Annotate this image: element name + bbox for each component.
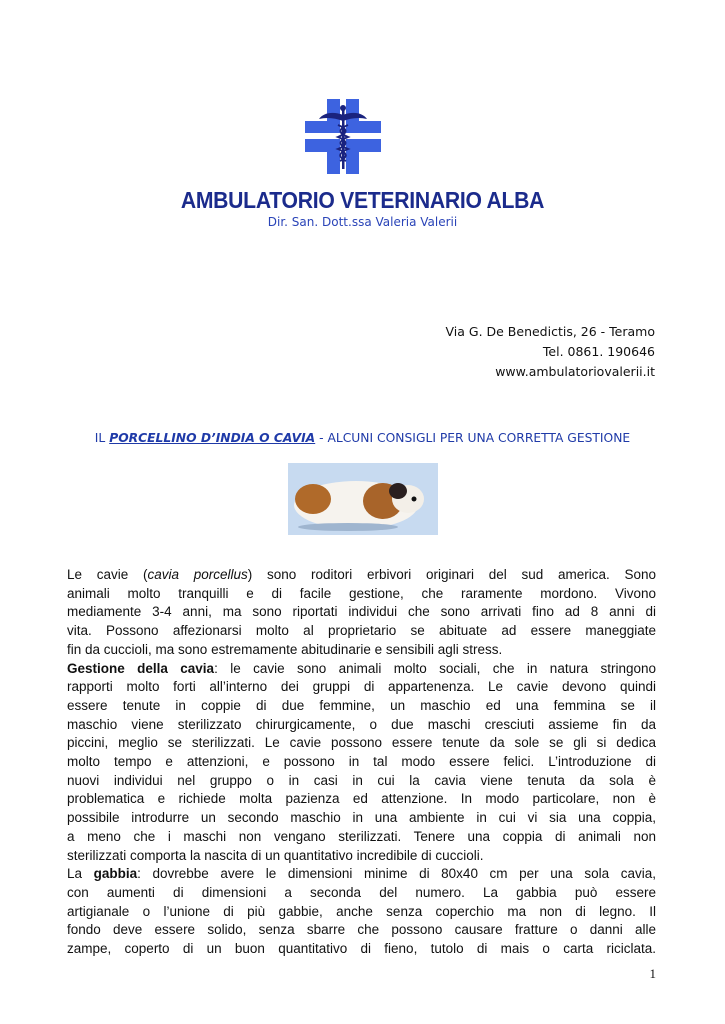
guinea-pig-photo: [288, 463, 438, 535]
body-text: [67, 566, 656, 959]
body-line: animali molto tranquilli e di facile gestione, che raramente mordono. Vivono: [67, 585, 656, 601]
body-line: mediamente 3-4 anni, ma sono riportati individui che sono arrivati fino ad 8 anni di: [67, 604, 656, 620]
address: Via G. De Benedictis, 26 - Teramo: [445, 324, 655, 339]
body-line: molto tempo e attenzioni, e possono in tal modo essere felici. L’introduzione di: [67, 754, 656, 770]
body-line: Le cavie (cavia porcellus) sono roditori erbivori originari del sud america. Sono: [67, 567, 657, 582]
body-line: essere tenute in coppie di due femmine, un maschio ed una femmina se il: [67, 697, 656, 713]
heading-emphasis: PORCELLINO D’INDIA O CAVIA: [109, 431, 316, 445]
body-line: piccini, meglio se sterilizzati. Le cavie possono essere tenute da sole se gli si dedica: [67, 735, 656, 751]
page-number: 1: [649, 966, 656, 981]
contact-block: [446, 322, 656, 382]
body-line: fondo deve essere solido, senza sbarre che possono causare fratture o danni alle: [67, 922, 656, 938]
body-line: La gabbia: dovrebbe avere le dimensioni minime di 80x40 cm per una sola cavia,: [67, 866, 656, 882]
subheading-gabbia: gabbia: [93, 866, 138, 882]
section-heading: [0, 431, 725, 445]
subheading-gestione: Gestione della cavia: [67, 660, 215, 676]
body-line: artigianale o l’unione di più gabbie, anche senza coperchio ma non di legno. Il: [67, 903, 656, 919]
body-line: con aumenti di dimensioni a seconda del numero. La gabbia può essere: [67, 884, 656, 900]
latin-name: cavia porcellus: [147, 567, 248, 582]
body-line: a meno che i maschi non vengano sterilizzati. Tenere una coppia di animali non: [67, 828, 656, 844]
body-line: possibile introdurre un secondo maschio in una ambiente in cui vi sia una coppia,: [67, 810, 656, 826]
clinic-name: AMBULATORIO VETERINARIO ALBA: [180, 187, 545, 213]
phone: Tel. 0861. 190646: [542, 344, 655, 359]
body-line: zampe, coperto di un buon quantitativo di fieno, tutolo di mais o carta riciclata.: [67, 941, 656, 957]
website-link[interactable]: www.ambulatoriovalerii.it: [495, 364, 655, 379]
body-line: vita. Possono affezionarsi molto al proprietario se abituate ad essere maneggiate: [67, 623, 656, 639]
heading-prefix: IL: [94, 431, 110, 445]
body-line: fin da cuccioli, ma sono estremamente abitudinarie e sensibili agli stress.: [67, 641, 503, 657]
body-line: sterilizzati comporta la nascita di un quantitativo incredibile di cuccioli.: [67, 847, 484, 863]
director-name: Dir. San. Dott.ssa Valeria Valerii: [267, 215, 458, 229]
body-line: nuovi individui nel gruppo o in casi in cui la cavia viene tenuta da sola è: [67, 772, 656, 788]
medical-cross-caduceus-logo: [305, 99, 381, 174]
body-line: rapporti molto forti all’interno dei gruppi di appartenenza. Le cavie devono quindi: [67, 679, 656, 695]
body-line: problematica e richiede molta pazienza ed attenzione. In modo particolare, non è: [67, 791, 656, 807]
body-line: Gestione della cavia: le cavie sono animali molto sociali, che in natura stringono: [67, 660, 656, 676]
heading-suffix: - ALCUNI CONSIGLI PER UNA CORRETTA GESTIONE: [315, 431, 631, 445]
body-line: maschio viene sterilizzato chirurgicamente, o due maschi cresciuti assieme fin da: [67, 716, 656, 732]
